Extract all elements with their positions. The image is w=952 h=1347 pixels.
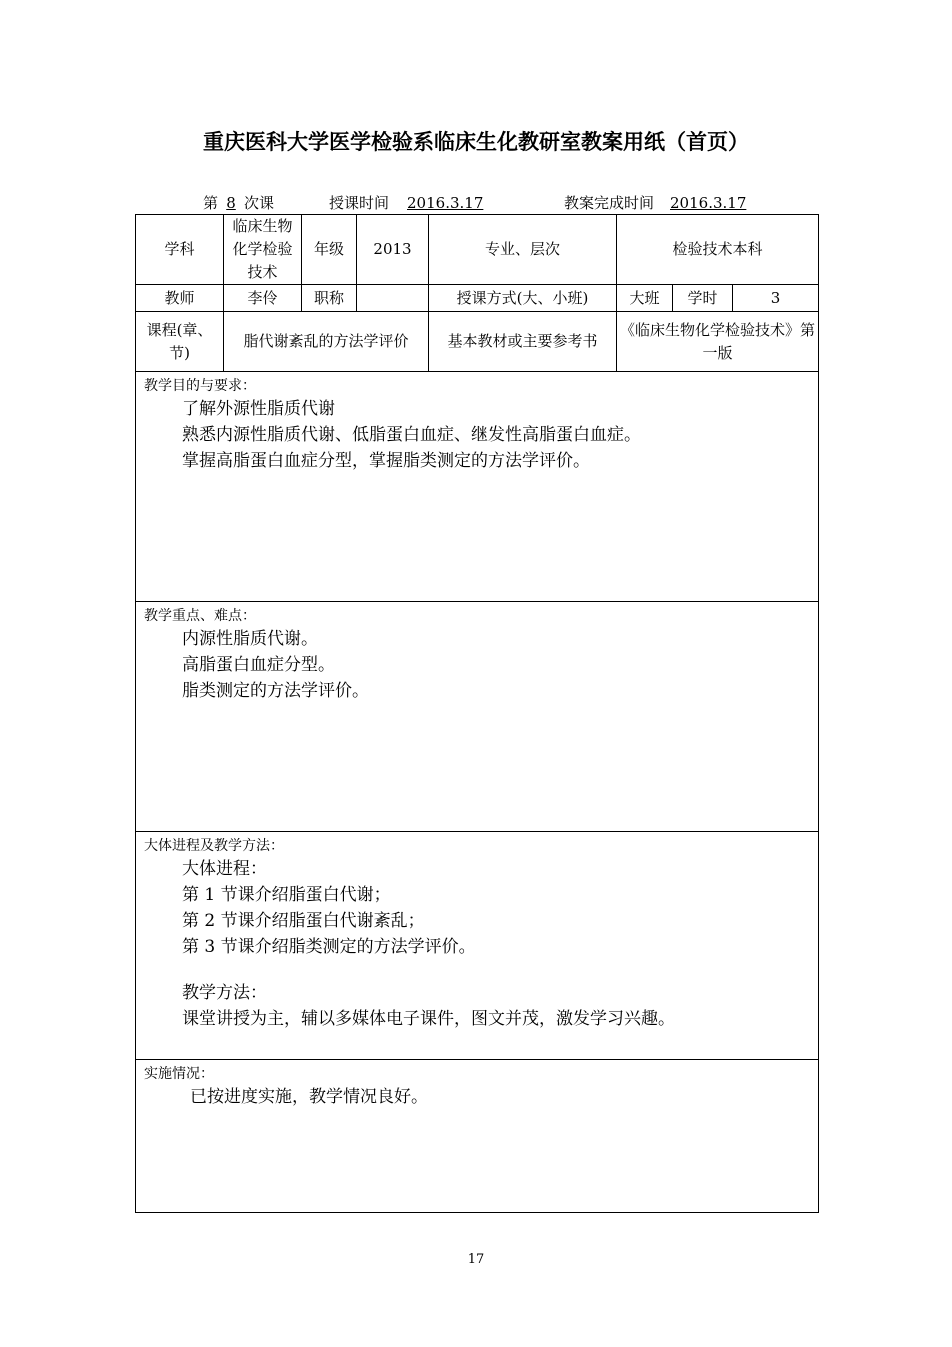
progress-line: 第 2 节课介绍脂蛋白代谢紊乱； — [182, 911, 425, 931]
method-label: 授课方式(大、小班) — [429, 285, 617, 312]
textbook-value: 《临床生物化学检验技术》第一版 — [617, 312, 819, 372]
progress-heading: 大体进程及教学方法： — [144, 838, 284, 854]
key-points-line: 内源性脂质代谢。 — [182, 629, 318, 649]
textbook-label: 基本教材或主要参考书 — [429, 312, 617, 372]
lesson-number-value: 8 — [226, 194, 236, 212]
page-title: 重庆医科大学医学检验系临床生化教研室教案用纸（首页） — [203, 130, 749, 154]
teacher-label: 教师 — [136, 285, 224, 312]
key-points-heading: 教学重点、难点： — [144, 608, 256, 624]
teach-time — [329, 192, 529, 213]
key-points-line: 脂类测定的方法学评价。 — [182, 681, 369, 701]
implementation-section — [136, 1060, 819, 1213]
lesson-prefix: 第 — [203, 194, 219, 212]
teach-time-value: 2016.3.17 — [407, 194, 484, 212]
key-points-line: 高脂蛋白血症分型。 — [182, 655, 335, 675]
done-time-label: 教案完成时间 — [564, 194, 655, 212]
goals-line: 掌握高脂蛋白血症分型，掌握脂类测定的方法学评价。 — [182, 451, 590, 471]
hours-label: 学时 — [673, 285, 733, 312]
lesson-suffix: 次课 — [244, 194, 275, 212]
goals-heading: 教学目的与要求： — [144, 378, 256, 394]
rank-label: 职称 — [302, 285, 357, 312]
progress-line: 第 3 节课介绍脂类测定的方法学评价。 — [182, 937, 476, 957]
grade-label: 年级 — [302, 215, 357, 285]
goals-line: 了解外源性脂质代谢 — [182, 399, 335, 419]
lesson-plan-table — [135, 214, 819, 1213]
rank-value — [357, 285, 429, 312]
done-time-value: 2016.3.17 — [670, 194, 747, 212]
method-value: 大班 — [617, 285, 673, 312]
done-time — [564, 192, 802, 213]
progress-line: 教学方法： — [182, 983, 267, 1003]
implementation-line: 已按进度实施，教学情况良好。 — [190, 1087, 428, 1107]
teacher-value: 李伶 — [224, 285, 302, 312]
grade-value: 2013 — [357, 215, 429, 285]
lesson-number — [203, 192, 274, 213]
progress-line: 课堂讲授为主，辅以多媒体电子课件，图文并茂，激发学习兴趣。 — [182, 1009, 675, 1029]
hours-value: 3 — [733, 285, 819, 312]
teach-time-label: 授课时间 — [329, 194, 390, 212]
key-points-section — [136, 602, 819, 832]
course-label: 课程(章、节) — [136, 312, 224, 372]
progress-line: 第 1 节课介绍脂蛋白代谢； — [182, 885, 391, 905]
subject-value: 临床生物化学检验技术 — [224, 215, 302, 285]
major-label: 专业、层次 — [429, 215, 617, 285]
progress-line: 大体进程： — [182, 859, 267, 879]
implementation-heading: 实施情况： — [144, 1066, 214, 1082]
subject-label: 学科 — [136, 215, 224, 285]
major-value: 检验技术本科 — [617, 215, 819, 285]
goals-section — [136, 372, 819, 602]
course-value: 脂代谢紊乱的方法学评价 — [224, 312, 429, 372]
page-number: 17 — [467, 1252, 485, 1267]
progress-spacer — [144, 960, 810, 980]
goals-line: 熟悉内源性脂质代谢、低脂蛋白血症、继发性高脂蛋白血症。 — [182, 425, 641, 445]
progress-section — [136, 832, 819, 1060]
